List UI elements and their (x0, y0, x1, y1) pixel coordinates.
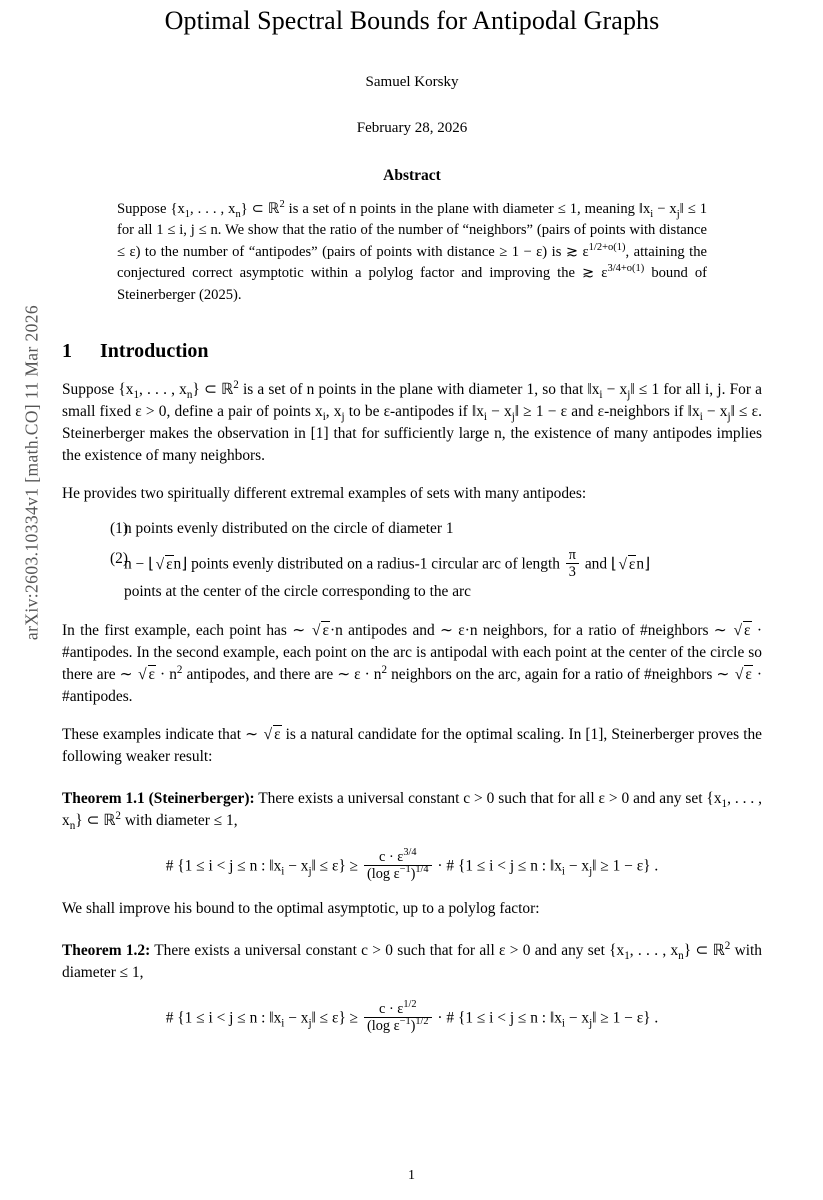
p1-sub-5: i (322, 411, 326, 424)
list-text-2 (116, 547, 762, 603)
eq1-rhs3: ‖ ≥ 1 − ε} . (592, 857, 659, 875)
thm11-part-d: with diameter ≤ 1, (120, 811, 238, 829)
eq2-sub-2: j (308, 1017, 312, 1030)
thm11-sub-1: 1 (721, 797, 728, 810)
eq2-sub-1: i (281, 1017, 285, 1030)
eq1-fraction (364, 846, 432, 882)
list2-part-d: n⌋ (636, 555, 651, 573)
eq2-frac-den2: ) (410, 1017, 416, 1034)
p1-sub-4: j (627, 389, 631, 402)
abstract-text-4: is a set of n points in the plane with diameter ≤ 1, meaning ‖x (284, 201, 651, 217)
p1-part-c: } ⊂ ℝ (192, 381, 234, 399)
sqrt-symbol: √ ε (155, 555, 173, 573)
p1-sub-6: j (341, 411, 345, 424)
theorem-1-2 (62, 940, 762, 984)
section-title: Introduction (100, 340, 209, 363)
thm12-part-c: } ⊂ ℝ (683, 941, 725, 959)
p1-part-a: Suppose {x (62, 381, 134, 399)
eq1-frac-num: c · ε (379, 848, 404, 865)
abstract-sup-1: 2 (279, 199, 285, 211)
p3-part-f: neighbors on the arc, again for a ratio of #neighbors ∼ (387, 665, 734, 683)
theorem-1-1 (62, 788, 762, 832)
p1-part-k: − x (702, 403, 728, 421)
abstract-text-3: } ⊂ ℝ (240, 201, 280, 217)
examples-list (62, 517, 762, 603)
eq2-frac-num-sup: 1/2 (403, 999, 417, 1011)
p3-part-c: · #antipodes. In the second example, each point on the arc is antipodal with each point at the center of the circle so there are ∼ (62, 621, 762, 683)
equation-2 (62, 1001, 762, 1034)
p3-part-d: · n (156, 665, 177, 683)
eq2-fraction (364, 1001, 432, 1034)
fraction-pi-over-3: $\frac{\pi}{3}$ (566, 547, 579, 580)
list-item (62, 547, 762, 603)
sqrt-symbol: √ ε (263, 725, 281, 743)
equation-1 (62, 846, 762, 882)
list2-part-a: n − ⌊ (124, 555, 155, 573)
eq2-lhs3: ‖ ≤ ε} ≥ (311, 1009, 359, 1027)
eq1-lhs2: − x (284, 857, 309, 875)
thm12-sup-1: 2 (724, 939, 731, 952)
eq1-frac-num-sup: 3/4 (403, 846, 417, 858)
eq2-lhs: # {1 ≤ i < j ≤ n : ‖x (165, 1009, 282, 1027)
author-name: Samuel Korsky (365, 74, 459, 90)
list-marker-1: (1) (110, 520, 128, 538)
eq2-frac-num: c · ε (379, 1000, 404, 1017)
p1-sub-2: n (186, 389, 193, 402)
arxiv-stamp: arXiv:2603.10334v1 [math.CO] 11 Mar 2026 (21, 304, 42, 641)
p1-part-e: − x (602, 381, 628, 399)
abstract-text-1: Suppose {x (117, 201, 185, 217)
abstract-sub-1: 1 (184, 208, 190, 220)
abstract-text-2: , . . . , x (190, 201, 236, 217)
abstract-sub-4: j (676, 208, 680, 220)
thm11-part-b: , . . . , x (62, 789, 762, 829)
p1-part-l: ‖ ≤ ε. Steinerberger makes the observation in [1] that for sufficiently large n, the existence of many antipodes implies the existence of many neighbors. (62, 403, 762, 465)
eq1-rhs2: − x (565, 857, 590, 875)
thm12-sub-2: n (678, 949, 684, 962)
eq1-frac-den2: ) (410, 865, 416, 882)
list2-part-b: n⌋ points evenly distributed on a radius-1 circular arc of length (173, 555, 564, 573)
p1-part-f: ‖ ≤ 1 for all i, j. For a small fixed ε > 0, define a pair of points x (62, 381, 762, 421)
intro-paragraph-3 (62, 620, 762, 708)
sqrt-symbol: √ ε (312, 621, 329, 639)
thm11-sup-1: 2 (115, 809, 121, 822)
p3-part-g: · #antipodes. (62, 665, 762, 705)
p3-sup-2: 2 (381, 663, 388, 676)
sqrt-symbol: √ ε (138, 665, 155, 683)
eq2-frac-den-sup: −1 (399, 1016, 411, 1028)
eq2-sub-3: i (561, 1017, 565, 1030)
abstract-text-7: , attaining the conjectured correct asymptotic within a polylog factor and improving the ≳ ε (117, 243, 707, 282)
list2-part-c: and ⌊ (581, 555, 617, 573)
p1-part-j: ‖ ≥ 1 − ε and ε-neighbors if ‖x (514, 403, 700, 421)
intro-paragraph-4 (62, 724, 762, 768)
eq1-frac-den-sup: −1 (399, 863, 411, 875)
thm12-sub-1: 1 (624, 949, 630, 962)
p1-part-i: − x (487, 403, 512, 421)
thm12-part-b: , . . . , x (629, 941, 679, 959)
p1-sup-1: 2 (233, 379, 239, 392)
sqrt-symbol: √ ε (734, 665, 752, 683)
paper-content (62, 0, 762, 1034)
eq2-lhs2: − x (284, 1009, 309, 1027)
p1-sub-10: j (727, 411, 731, 424)
eq1-rhs: · # {1 ≤ i < j ≤ n : ‖x (437, 857, 562, 875)
sqrt-symbol: √ ε (618, 555, 636, 573)
intro-paragraph-1 (62, 379, 762, 467)
abstract-sup-3: 3/4+o(1) (607, 263, 645, 275)
eq1-lhs: # {1 ≤ i < j ≤ n : ‖x (165, 857, 282, 875)
thm12-part-a: There exists a universal constant c > 0 such that for all ε > 0 and any set {x (154, 941, 625, 959)
thm11-part-c: } ⊂ ℝ (75, 811, 116, 829)
list-text-1: n points evenly distributed on the circle of diameter 1 (124, 520, 454, 538)
sqrt-symbol: √ ε (733, 621, 751, 639)
eq1-sub-2: j (308, 865, 312, 878)
p4-part-b: is a natural candidate for the optimal scaling. In [1], Steinerberger proves the following weaker result: (62, 725, 762, 765)
p3-part-e: antipodes, and there are ∼ ε · n (182, 665, 382, 683)
eq1-frac-den: (log ε (366, 865, 400, 882)
section-heading-introduction (62, 340, 762, 363)
thm12-part-d: with diameter ≤ 1, (62, 941, 762, 981)
p1-sub-1: 1 (133, 389, 139, 402)
p1-sub-7: i (483, 411, 487, 424)
list-marker-2: (2) (110, 550, 128, 568)
section-number: 1 (62, 340, 72, 363)
eq2-rhs2: − x (565, 1009, 590, 1027)
abstract-body (117, 199, 707, 306)
publication-date: February 28, 2026 (356, 120, 468, 136)
p3-part-a: In the first example, each point has ∼ (62, 621, 311, 639)
p1-sub-8: j (511, 411, 515, 424)
abstract-text-8: bound of Steinerberger (2025). (117, 265, 707, 303)
eq1-sub-4: j (589, 865, 593, 878)
eq1-lhs3: ‖ ≤ ε} ≥ (311, 857, 359, 875)
abstract-text-5: − x (653, 201, 677, 217)
p4-part-a: These examples indicate that ∼ (62, 725, 263, 743)
p1-part-g: , x (325, 403, 342, 421)
eq2-rhs3: ‖ ≥ 1 − ε} . (592, 1009, 659, 1027)
abstract-heading: Abstract (383, 167, 441, 184)
eq2-rhs: · # {1 ≤ i < j ≤ n : ‖x (437, 1009, 562, 1027)
eq1-sub-1: i (281, 865, 285, 878)
p1-part-d: is a set of n points in the plane with diameter 1, so that ‖x (238, 381, 600, 399)
p1-part-h: to be ε-antipodes if ‖x (344, 403, 484, 421)
eq1-sub-3: i (561, 865, 565, 878)
eq1-frac-den2-sup: 1/4 (415, 863, 429, 875)
intro-paragraph-2: He provides two spiritually different extremal examples of sets with many antipodes: (62, 485, 587, 503)
theorem-1-2-label: Theorem 1.2: (62, 941, 151, 959)
intro-paragraph-5: We shall improve his bound to the optimal asymptotic, up to a polylog factor: (62, 899, 540, 917)
p1-sub-9: i (699, 411, 703, 424)
list-item (62, 517, 762, 540)
page-number: 1 (408, 1168, 415, 1183)
list2-part-e: points at the center of the circle corresponding to the arc (124, 583, 472, 601)
abstract-sup-2: 1/2+o(1) (588, 242, 626, 254)
p3-sup-1: 2 (176, 663, 183, 676)
abstract-text-6: ‖ ≤ 1 for all 1 ≤ i, j ≤ n. We show that the ratio of the number of “neighbors” (pairs of points with distance ≤ ε) to the number of “antipodes” (pairs of points with distance ≥ 1 − ε) is ≳ ε (117, 201, 707, 260)
p1-part-b: , . . . , x (138, 381, 187, 399)
eq2-frac-den: (log ε (366, 1017, 400, 1034)
thm11-sub-2: n (69, 819, 76, 832)
abstract-sub-3: i (650, 208, 654, 220)
page-title: Optimal Spectral Bounds for Antipodal Graphs (164, 6, 660, 35)
p1-sub-3: i (599, 389, 603, 402)
thm11-part-a: There exists a universal constant c > 0 such that for all ε > 0 and any set {x (258, 789, 722, 807)
eq2-frac-den2-sup: 1/2 (415, 1016, 429, 1028)
p3-part-b: ·n antipodes and ∼ ε·n neighbors, for a ratio of #neighbors ∼ (329, 621, 733, 639)
eq2-sub-4: j (589, 1017, 593, 1030)
abstract-sub-2: n (235, 208, 241, 220)
theorem-1-1-label: Theorem 1.1 (Steinerberger): (62, 789, 255, 807)
